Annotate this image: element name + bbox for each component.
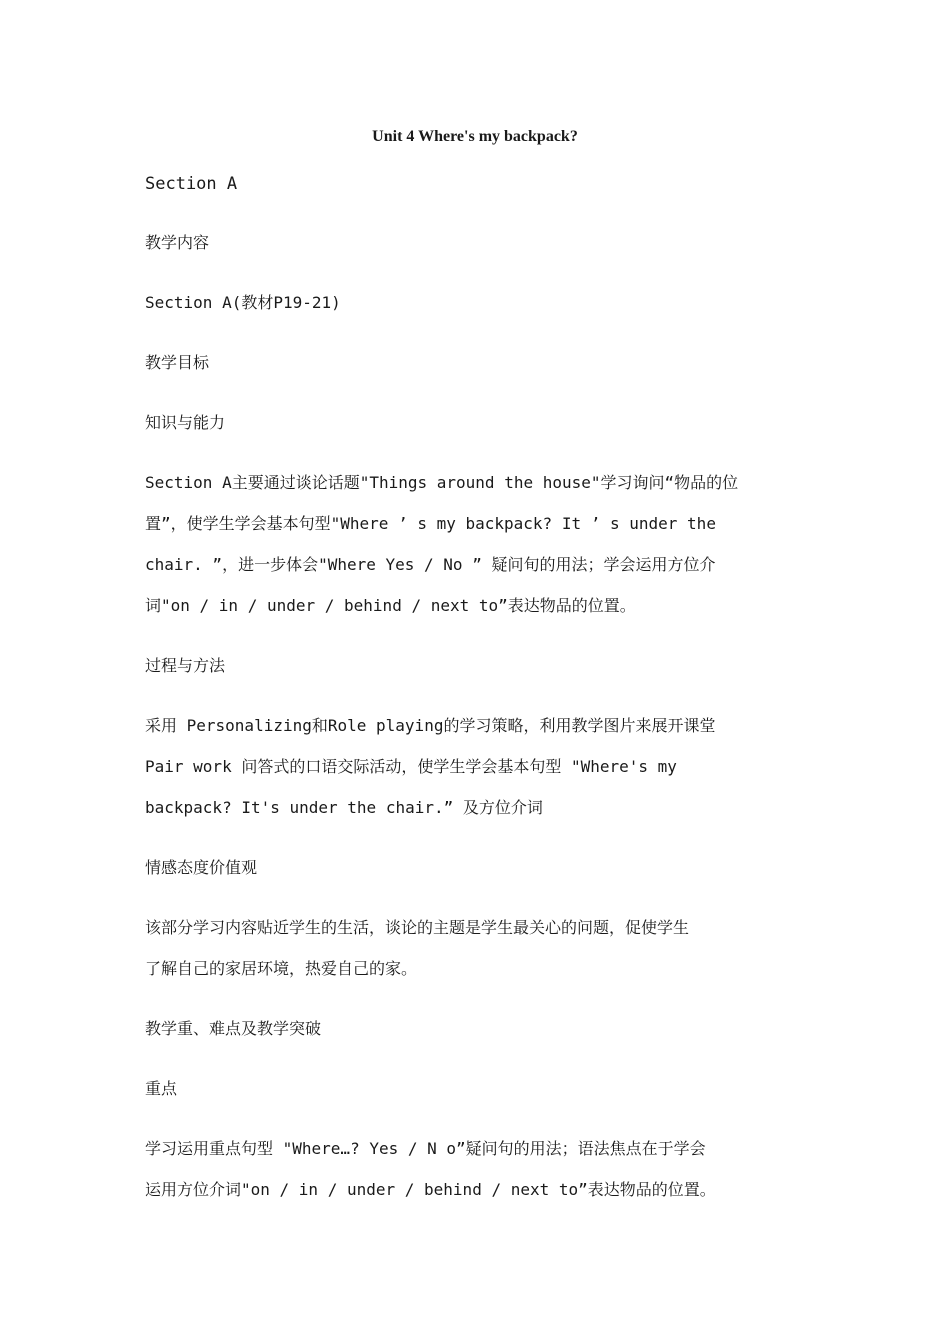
knowledge-line-2: 置”，使学生学会基本句型"Where ’ s my backpack? It ’ s under the bbox=[145, 514, 716, 533]
teaching-content-heading: 教学内容 bbox=[145, 233, 210, 252]
process-line-2: Pair work 问答式的口语交际活动，使学生学会基本句型 "Where's my bbox=[145, 757, 677, 776]
key-difficult-heading: 教学重、难点及教学突破 bbox=[145, 1019, 322, 1038]
process-line-3: backpack? It's under the chair.” 及方位介词 bbox=[145, 798, 543, 817]
knowledge-heading: 知识与能力 bbox=[145, 413, 226, 432]
knowledge-line-4: 词"on / in / under / behind / next to”表达物品的位置。 bbox=[145, 596, 636, 615]
teaching-goals-heading: 教学目标 bbox=[145, 353, 210, 372]
key-points-line-1: 学习运用重点句型 "Where…? Yes / N o”疑问句的用法；语法焦点在于学会 bbox=[145, 1139, 706, 1158]
document-title: Unit 4 Where's my backpack? bbox=[372, 128, 578, 145]
process-line-1: 采用 Personalizing和Role playing的学习策略，利用教学图片来展开课堂 bbox=[145, 716, 716, 735]
emotion-heading: 情感态度价值观 bbox=[145, 858, 258, 877]
key-points-heading: 重点 bbox=[145, 1079, 178, 1098]
key-points-line-2: 运用方位介词"on / in / under / behind / next to”表达物品的位置。 bbox=[145, 1180, 716, 1199]
knowledge-line-3: chair. ”，进一步体会"Where Yes / No ” 疑问旬的用法；学会运用方位介 bbox=[145, 555, 716, 574]
teaching-content-text: Section A(教材P19-21) bbox=[145, 293, 341, 312]
emotion-line-1: 该部分学习内容贴近学生的生活，谈论的主题是学生最关心的问题，促使学生 bbox=[145, 918, 690, 937]
process-heading: 过程与方法 bbox=[145, 656, 226, 675]
section-heading: Section A bbox=[145, 174, 238, 194]
emotion-line-2: 了解自己的家居环境，热爱自己的家。 bbox=[145, 959, 418, 978]
knowledge-line-1: Section A主要通过谈论话题"Things around the house"学习询问“物品的位 bbox=[145, 473, 739, 492]
